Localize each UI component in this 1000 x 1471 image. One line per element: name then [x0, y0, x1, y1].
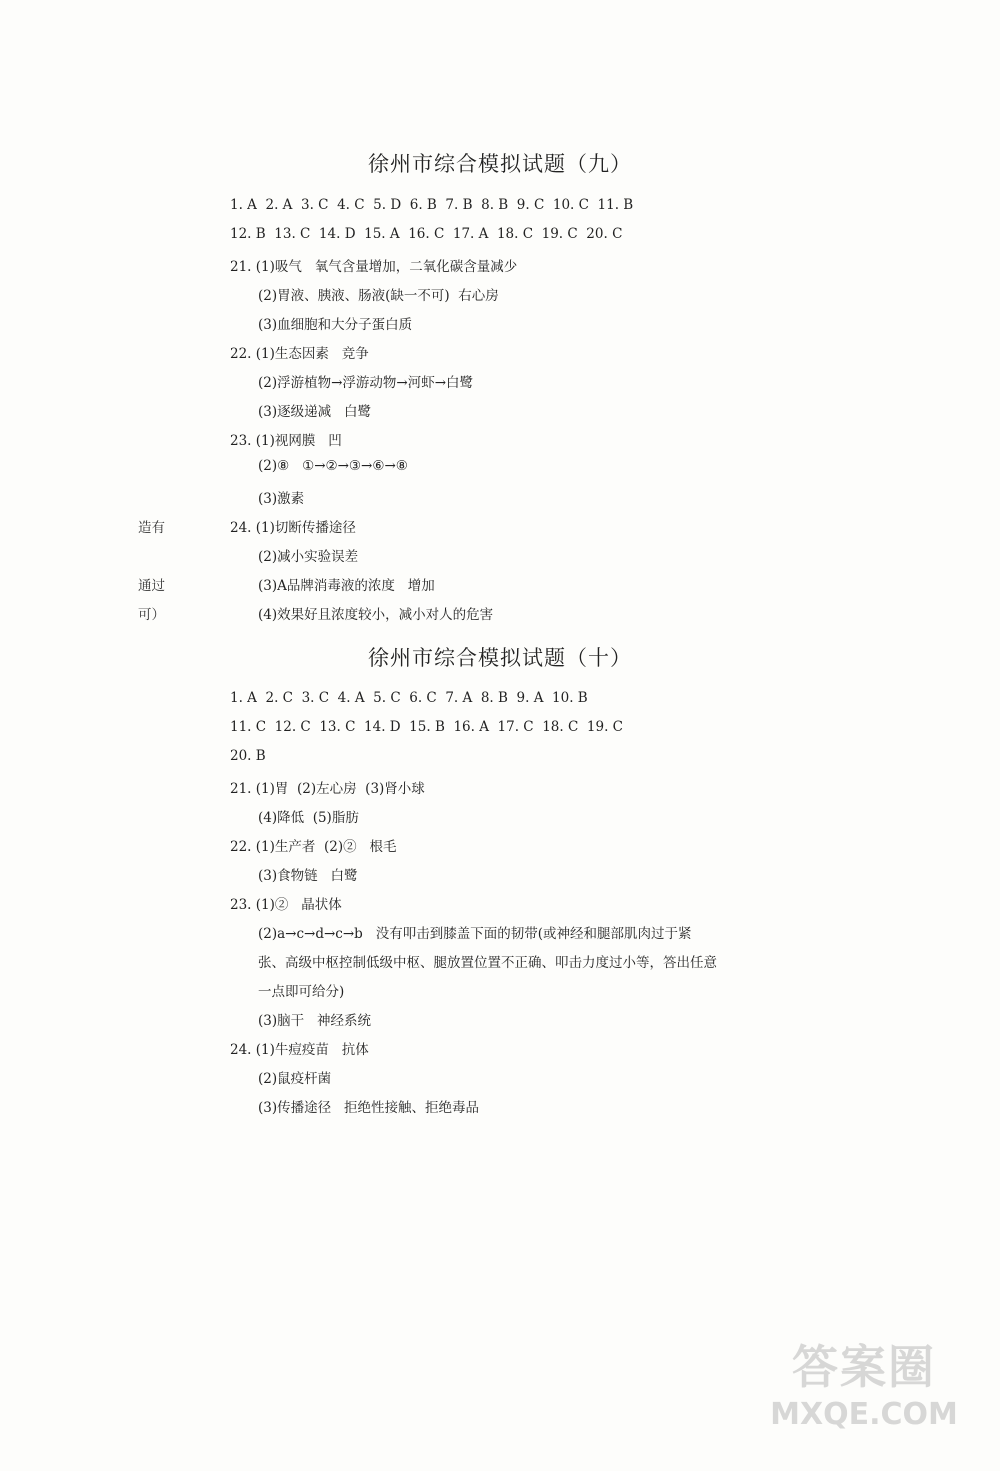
watermark-url: MXQE.COM — [770, 1397, 958, 1432]
test10-title: 徐州市综合模拟试题（十） — [368, 646, 632, 670]
answer-line: (3)传播途径 拒绝性接触、拒绝毒品 — [258, 1100, 479, 1116]
answer-line: 23. (1)② 晶状体 — [230, 897, 342, 913]
answer-line: (3)血细胞和大分子蛋白质 — [258, 317, 413, 333]
answer-line: 22. (1)生产者 (2)② 根毛 — [230, 839, 397, 855]
answer-line: 24. (1)牛痘疫苗 抗体 — [230, 1042, 369, 1058]
answer-line: (4)效果好且浓度较小，减小对人的危害 — [258, 607, 494, 623]
answer-line: (2)减小实验误差 — [258, 549, 359, 565]
answer-line: 20. B — [230, 748, 266, 764]
answer-line: 张、高级中枢控制低级中枢、腿放置位置不正确、叩击力度过小等，答出任意 — [258, 955, 717, 971]
watermark — [744, 1331, 984, 1461]
answer-line: (3)食物链 白鹭 — [258, 868, 358, 884]
answer-line: 一点即可给分) — [258, 984, 345, 1000]
answer-line: 1. A 2. C 3. C 4. A 5. C 6. C 7. A 8. B 9. A 10. B — [230, 690, 588, 706]
margin-note: 通过 — [138, 578, 165, 594]
answer-line: (2)浮游植物→浮游动物→河虾→白鹭 — [258, 375, 474, 391]
answer-line: 11. C 12. C 13. C 14. D 15. B 16. A 17. C 18. C 19. C — [230, 719, 623, 735]
answer-line: 24. (1)切断传播途径 — [230, 520, 356, 536]
answer-line: (2)鼠疫杆菌 — [258, 1071, 332, 1087]
answer-line: (2)胃液、胰液、肠液(缺一不可) 右心房 — [258, 288, 499, 304]
answer-line: (2)a→c→d→c→b 没有叩击到膝盖下面的韧带(或神经和腿部肌肉过于紧 — [258, 926, 692, 942]
answer-line: (3)逐级递减 白鹭 — [258, 404, 371, 420]
answer-line: (2)⑧ ①→②→③→⑥→⑧ — [258, 458, 408, 474]
answer-line: 1. A 2. A 3. C 4. C 5. D 6. B 7. B 8. B 9. C 10. C 11. B — [230, 197, 634, 213]
answer-line: 12. B 13. C 14. D 15. A 16. C 17. A 18. C 19. C 20. C — [230, 226, 623, 242]
answer-line: 21. (1)胃 (2)左心房 (3)肾小球 — [230, 781, 425, 797]
margin-note: 造有 — [138, 520, 165, 536]
answer-line: (3)脑干 神经系统 — [258, 1013, 371, 1029]
margin-note: 可） — [138, 607, 165, 623]
answer-line: (3)A品牌消毒液的浓度 增加 — [258, 578, 435, 594]
test9-title: 徐州市综合模拟试题（九） — [368, 152, 632, 176]
answer-line: 23. (1)视网膜 凹 — [230, 433, 342, 449]
answer-line: (3)激素 — [258, 491, 305, 507]
answer-line: (4)降低 (5)脂肪 — [258, 810, 359, 826]
watermark-logo: 答案圈 — [792, 1340, 936, 1394]
answer-line: 22. (1)生态因素 竞争 — [230, 346, 369, 362]
answer-line: 21. (1)吸气 氧气含量增加，二氧化碳含量减少 — [230, 259, 518, 275]
